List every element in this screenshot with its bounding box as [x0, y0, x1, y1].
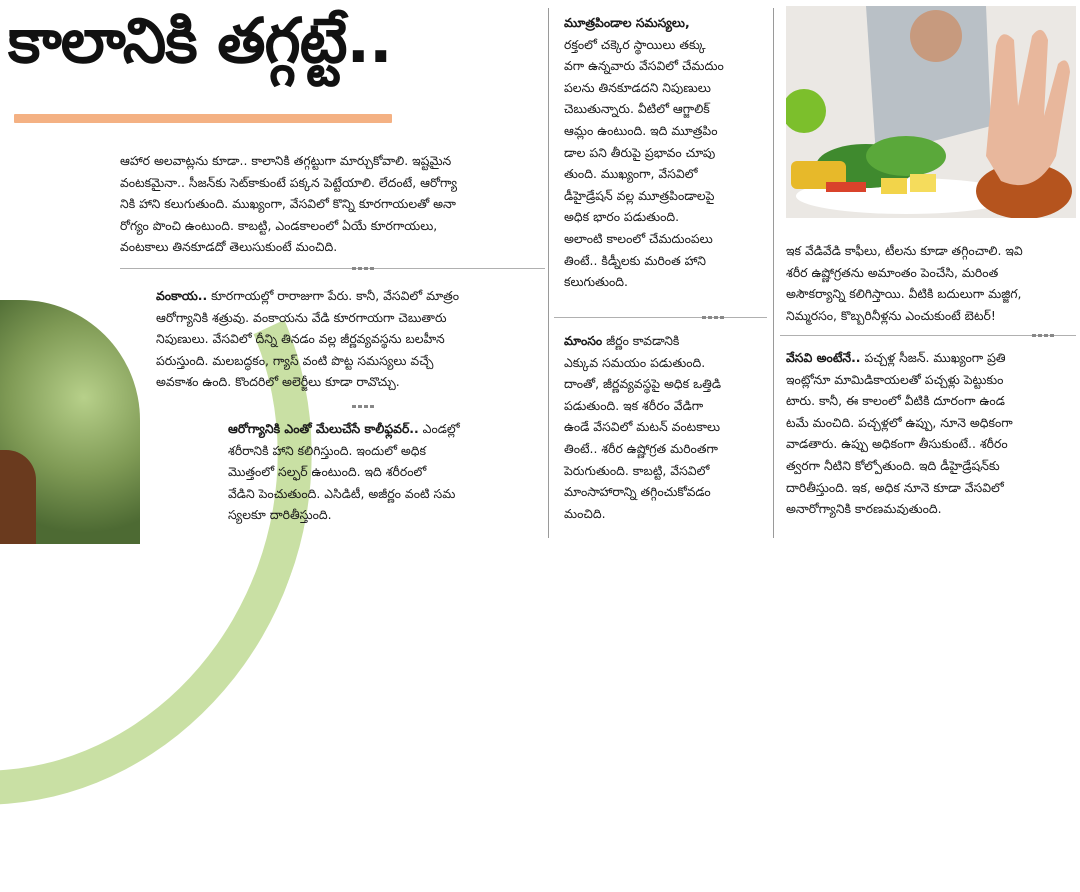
intro-line: వంటకాలు తినకూడదో తెలుసుకుంటే మంచిది.: [120, 239, 338, 255]
meat-first: జీర్ణం కావడానికి: [602, 333, 680, 348]
column-3-pickle: [786, 347, 1074, 520]
meat-line: దాంతో, జీర్ణవ్యవస్థపై అధిక ఒత్తిడి: [564, 376, 721, 392]
pickle-line: త్వరగా నీటిని కోల్పోతుంది. ఇది డీహైడ్రేషన్‌కు: [786, 457, 1000, 473]
cauliflower-line: వేడిని పెంచుతుంది. ఎసిడిటీ, అజీర్ణం వంటి సమ: [228, 485, 456, 501]
kidney-line: డాల పని తీరుపై ప్రభావం చూపు: [564, 144, 716, 160]
brinjal-lead: వంకాయ..: [156, 288, 208, 303]
pickle-line: టారు. కానీ, ఈ కాలంలో వీటికి దూరంగా ఉండ: [786, 393, 1005, 409]
separator-dots: [702, 316, 732, 319]
column-1-intro: [120, 150, 545, 258]
kidney-line: తింటే.. కిడ్నీలకు మరింత హాని: [564, 252, 706, 268]
pickle-line: దారితీస్తుంది. ఇక, అధిక నూనె కూడా వేసవిలో: [786, 479, 1004, 495]
intro-line: రోగ్యం పొంచి ఉంటుంది. కాబట్టి, ఎండకాలంలో ఏయే కూరగాయలు,: [120, 217, 438, 233]
brinjal-line: నిపుణులు. వేసవిలో దీన్ని తినడం వల్ల జీర్ణవ్యవస్థను బలహీన: [156, 331, 445, 347]
kidney-line: డీహైడ్రేషన్ వల్ల మూత్రపిండాలపై: [564, 187, 715, 203]
kidney-line: చెబుతున్నారు. వీటిలో ఆగ్జాలిక్: [564, 101, 710, 117]
column-rule-1: [548, 8, 549, 538]
pickle-line: టమే మంచిది. పచ్చళ్లలో ఉప్పు, నూనె అధికంగా: [786, 414, 1013, 430]
separator-dots: [352, 267, 382, 270]
meat-line: తింటే.. శరీర ఉష్ణోగ్రత మరింతగా: [564, 440, 718, 456]
meat-line: మాంసాహారాన్ని తగ్గించుకోవడం: [564, 484, 711, 500]
cauliflower-line: స్యలకూ దారితీస్తుంది.: [228, 507, 332, 523]
food-photo-illustration: [786, 6, 1076, 218]
brinjal-first: కూరగాయల్లో రారాజుగా పేరు. కానీ, వేసవిలో మాత్రం: [207, 288, 460, 303]
pickle-first: పచ్చళ్ల సీజన్. ముఖ్యంగా ప్రతి: [860, 350, 1006, 365]
tea-line: నిమ్మరసం, కొబ్బరినీళ్లను ఎంచుకుంటే బెటర్!: [786, 307, 996, 323]
kidney-line: ఆమ్లం ఉంటుంది. ఇది మూత్రపిం: [564, 122, 718, 138]
intro-line: నికి హాని కలుగుతుంది. ముఖ్యంగా, వేసవిలో కొన్ని కూరగాయలతో అనా: [120, 196, 456, 212]
pickle-line: ఇంట్లోనూ మామిడికాయలతో పచ్చళ్లు పెట్టుకుం: [786, 371, 1004, 387]
kidney-line: అధిక భారం పడుతుంది.: [564, 209, 680, 225]
pickle-line: అనారోగ్యానికి కారణమవుతుంది.: [786, 501, 942, 517]
tea-line: శరీర ఉష్ణోగ్రతను అమాంతం పెంచేసి, మరింత: [786, 264, 999, 280]
column-2-meat: [564, 330, 769, 524]
column-1-brinjal: [156, 285, 546, 393]
tea-line: అసౌకర్యాన్ని కలిగిస్తాయి. వీటికి బదులుగా మజ్జిగ,: [786, 286, 1022, 302]
cauliflower-first: ఎండల్లో: [418, 421, 460, 436]
cauliflower-line: శరీరానికి హాని కలిగిస్తుంది. ఇందులో అధిక: [228, 442, 427, 458]
meat-lead: మాంసం: [564, 333, 603, 348]
column-rule-2: [773, 8, 774, 538]
kidney-line: పలను తినకూడదని నిపుణులు: [564, 79, 711, 95]
kidney-line: రక్తంలో చక్కెర స్థాయిలు తక్కు: [564, 36, 706, 52]
kidney-line: కలుగుతుంది.: [564, 274, 628, 290]
intro-line: ఆహార అలవాట్లను కూడా.. కాలానికి తగ్గట్టుగా మార్చుకోవాలి. ఇష్టమైన: [120, 153, 452, 168]
brinjal-line: అవకాశం ఉంది. కొందరిలో అలెర్జీలు కూడా రావొచ్చు.: [156, 374, 400, 390]
separator-dots: [352, 405, 382, 408]
kidney-lead: మూత్రపిండాల సమస్యలు,: [564, 15, 690, 30]
meat-line: పెరుగుతుంది. కాబట్టి, వేసవిలో: [564, 462, 710, 478]
meat-line: ఉండే వేసవిలో మటన్ వంటకాలు: [564, 419, 721, 435]
divider-col1: [120, 268, 545, 269]
cauliflower-line: మొత్తంలో సల్ఫర్ ఉంటుంది. ఇది శరీరంలో: [228, 464, 427, 480]
divider-col2: [554, 317, 767, 318]
column-3-tea: [786, 240, 1074, 326]
brinjal-line: ఆరోగ్యానికి శత్రువు. వంకాయను వేడి కూరగాయగా చెబుతారు: [156, 309, 447, 325]
kidney-line: తుంది. ముఖ్యంగా, వేసవిలో: [564, 166, 698, 182]
meat-line: ఎక్కువ సమయం పడుతుంది.: [564, 354, 706, 370]
headline-underline: [14, 114, 392, 123]
meat-line: పడుతుంది. ఇక శరీరం వేడిగా: [564, 397, 704, 413]
brinjal-line: పరుస్తుంది. మలబద్ధకం, గ్యాస్ వంటి పొట్ట సమస్యలు వచ్చే: [156, 352, 434, 368]
intro-line: వంటకమైనా.. సీజన్‌కు సెట్‌కాకుంటే పక్కన పెట్టేయాలి. లేదంటే, ఆరోగ్యా: [120, 174, 458, 190]
pickle-line: వాడతారు. ఉప్పు అధికంగా తీసుకుంటే.. శరీరం: [786, 436, 1008, 452]
column-2-kidney: [564, 12, 769, 293]
meat-line: మంచిది.: [564, 505, 606, 521]
column-1-cauliflower: [228, 418, 546, 526]
pickle-lead: వేసవి అంటేనే..: [786, 350, 861, 365]
kidney-line: వగా ఉన్నవారు వేసవిలో చేమదుం: [564, 58, 724, 74]
cauliflower-lead: ఆరోగ్యానికి ఎంతో మేలుచేసే కాలీఫ్లవర్..: [228, 421, 419, 436]
food-photo: [786, 6, 1076, 218]
headline: కాలానికి తగ్గట్టే..: [8, 4, 392, 77]
separator-dots: [1032, 334, 1062, 337]
kidney-line: అలాంటి కాలంలో చేమదుంపలు: [564, 230, 713, 246]
tea-line: ఇక వేడివేడి కాఫీలు, టీలను కూడా తగ్గించాలి. ఇవి: [786, 243, 1023, 258]
